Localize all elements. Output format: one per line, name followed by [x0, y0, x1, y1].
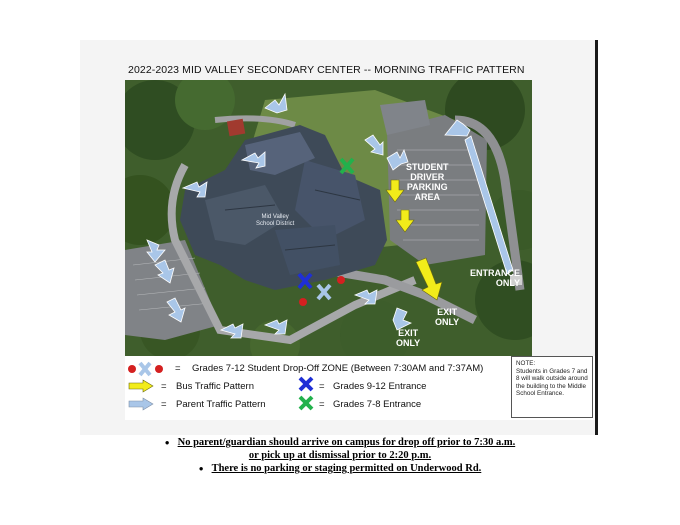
- bus-legend-label: Bus Traffic Pattern: [176, 381, 254, 392]
- bus-equals: =: [161, 381, 167, 392]
- notices: [0, 436, 680, 475]
- grades-9-12-legend-icon: [298, 376, 314, 392]
- grades-7-8-legend-label: Grades 7-8 Entrance: [333, 399, 422, 410]
- dropoff-legend-icon: [126, 361, 166, 377]
- grades-7-8-legend-icon: [298, 395, 314, 411]
- parent-legend-icon: [128, 397, 154, 411]
- note-heading: NOTE:: [516, 360, 536, 367]
- bus-legend-icon: [128, 379, 154, 393]
- grades-7-8-equals: =: [319, 399, 325, 410]
- entrance-only-label: ENTRANCE ONLY: [470, 268, 521, 288]
- notice-2: or pick up at dismissal prior to 2:20 p.m.: [248, 450, 432, 461]
- map-title: 2022-2023 MID VALLEY SECONDARY CENTER -- MORNING TRAFFIC PATTERN: [128, 64, 525, 76]
- dropoff-equals: =: [175, 363, 181, 374]
- aerial-map: [125, 80, 532, 357]
- notice-1: ● No parent/guardian should arrive on campus for drop off prior to 7:30 a.m.: [164, 437, 516, 448]
- parent-equals: =: [161, 399, 167, 410]
- dropoff-legend-label: Grades 7-12 Student Drop-Off ZONE (Between 7:30AM and 7:37AM): [192, 363, 484, 374]
- school-name-label: Mid Valley School District: [256, 214, 295, 227]
- grades-9-12-legend-label: Grades 9-12 Entrance: [333, 381, 427, 392]
- exit-only-road-label: EXIT ONLY: [435, 307, 460, 327]
- exit-only-lot-label: EXIT ONLY: [396, 328, 421, 348]
- grades-9-12-equals: =: [319, 381, 325, 392]
- parent-legend-label: Parent Traffic Pattern: [176, 399, 266, 410]
- note-box: [511, 356, 593, 418]
- student-parking-label: STUDENT DRIVER PARKING AREA: [406, 162, 449, 202]
- notice-3: ● There is no parking or staging permitted on Underwood Rd.: [198, 463, 482, 474]
- note-body: Students in Grades 7 and 8 will walk outside around the building to the Middle School Entrance.: [516, 367, 588, 398]
